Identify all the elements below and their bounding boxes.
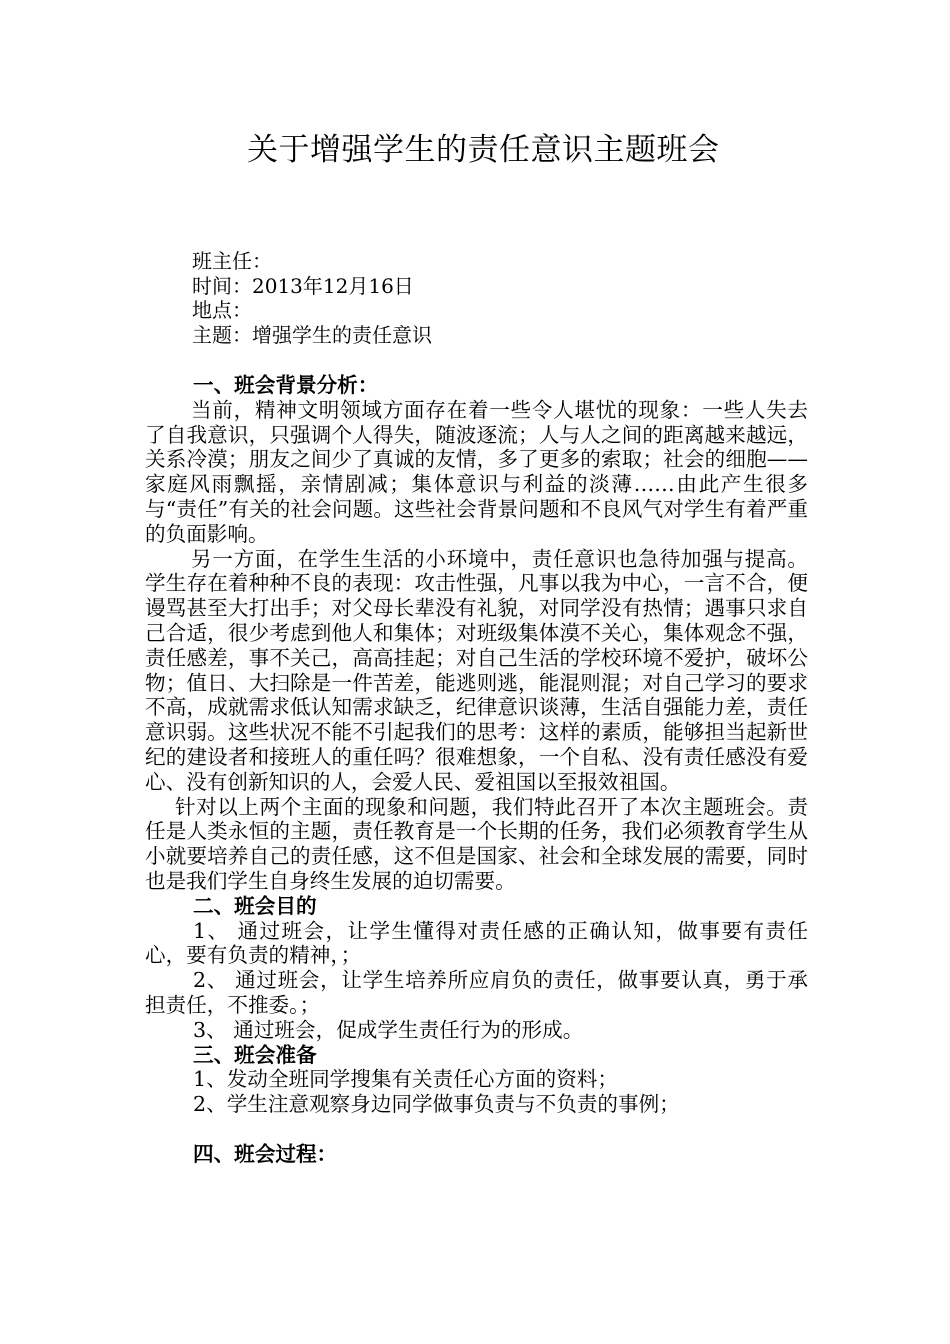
- preparation-item-2: 2、学生注意观察身边同学做事负责与不负责的事例；: [193, 1092, 680, 1117]
- place-line: 地点：: [192, 298, 252, 322]
- topic-line: 主题：增强学生的责任意识: [192, 322, 432, 347]
- goal-item-3: 3、 通过班会，促成学生责任行为的形成。: [193, 1017, 584, 1042]
- section-heading-process: 四、班会过程：: [193, 1141, 338, 1166]
- background-paragraph-3: 针对以上两个主面的现象和问题，我们特此召开了本次主题班会。责任是人类永恒的主题，责任教育是一个长期的任务，我们必须教育学生从小就要培养自己的责任感，这不但是国家、社会和全球发展的需要，同时也是我们学生自身终生发展的迫切需要。: [145, 794, 808, 893]
- meeting-info: [192, 249, 432, 347]
- preparation-item-1: 1、发动全班同学搜集有关责任心方面的资料；: [193, 1067, 618, 1092]
- teacher-line: 班主任：: [192, 249, 272, 273]
- section-heading-background: 一、班会背景分析：: [193, 373, 379, 397]
- blank-line: [145, 1117, 808, 1142]
- goal-item-1: 1、 通过班会，让学生懂得对责任感的正确认知，做事要有责任心，要有负责的精神，；: [145, 918, 808, 968]
- background-paragraph-1: 当前，精神文明领域方面存在着一些令人堪忧的现象：一些人失去了自我意识，只强调个人得失，随波逐流；人与人之间的距离越来越远，关系冷漠；朋友之间少了真诚的友情，多了更多的索取；社会的细胞——家庭风雨飘摇，亲情剧减；集体意识与利益的淡薄……由此产生很多与“责任”有关的社会问题。这些社会背景问题和不良风气对学生有着严重的负面影响。: [145, 397, 808, 546]
- document-body: [145, 373, 808, 1167]
- section-heading-goals: 二、班会目的: [193, 893, 317, 918]
- section-heading-preparation: 三、班会准备: [193, 1042, 317, 1067]
- background-paragraph-2: 另一方面，在学生生活的小环境中，责任意识也急待加强与提高。学生存在着种种不良的表现：攻击性强，凡事以我为中心，一言不合，便谩骂甚至大打出手；对父母长辈没有礼貌，对同学没有热情；遇事只求自己合适，很少考虑到他人和集体；对班级集体漠不关心，集体观念不强，责任感差，事不关己，高高挂起；对自己生活的学校环境不爱护，破坏公物；值日、大扫除是一件苦差，能逃则逃，能混则混；对自己学习的要求不高，成就需求低认知需求缺乏，纪律意识谈薄，生活自强能力差，责任意识弱。这些状况不能不引起我们的思考：这样的素质，能够担当起新世纪的建设者和接班人的重任吗？很难想象，一个自私、没有责任感没有爱心、没有创新知识的人，会爱人民、爱祖国以至报效祖国。: [145, 546, 808, 794]
- goal-item-2: 2、 通过班会，让学生培养所应肩负的责任，做事要认真，勇于承担责任，不推委。；: [145, 968, 808, 1017]
- document-title: 关于增强学生的责任意识主题班会: [247, 132, 720, 168]
- time-line: 时间：2013年12月16日: [192, 273, 414, 298]
